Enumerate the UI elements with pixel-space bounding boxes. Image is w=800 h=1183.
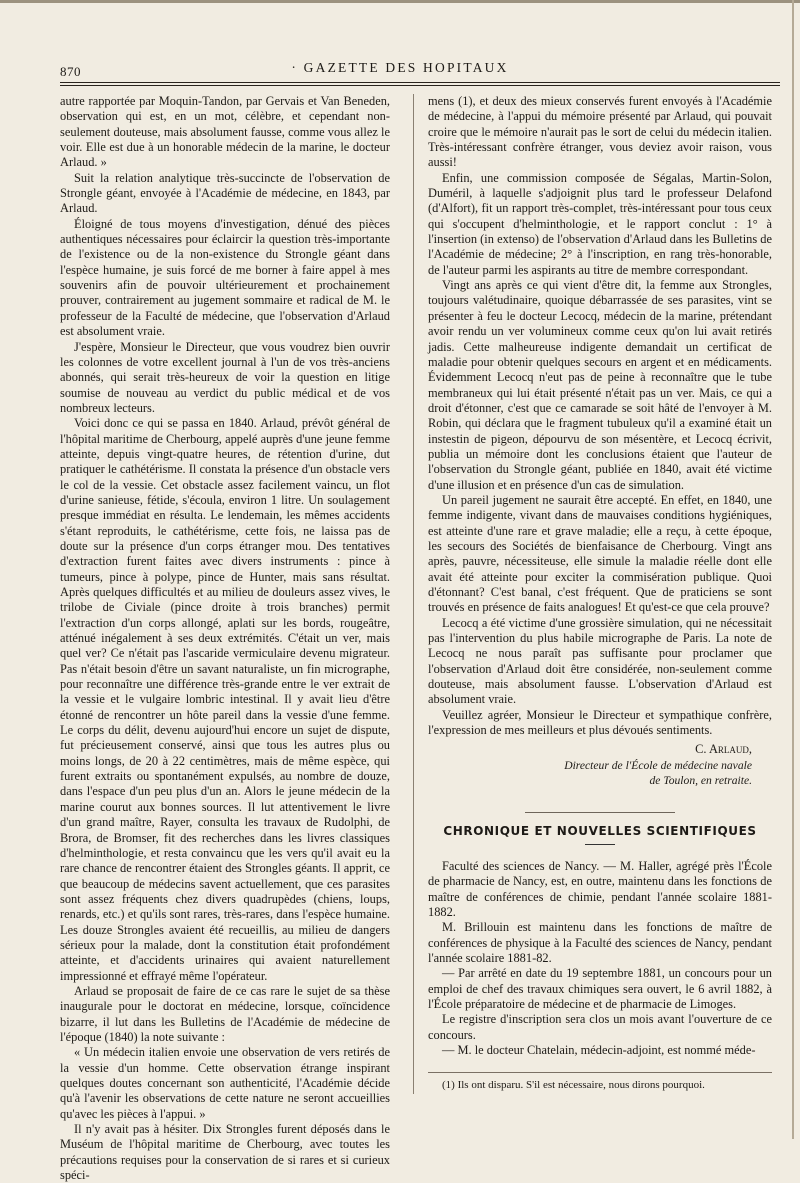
paragraph: mens (1), et deux des mieux conservés furent envoyés à l'Académie de médecine, à l'appui du mémoire présenté par Arlaud, qui pouvait croire que le mémoire n'aurait pas le sort de celui du médecin italien. Très-intéressant confrère étranger, vous deviez avoir raison, vous aussi!: [428, 94, 772, 170]
paragraph: autre rapportée par Moquin-Tandon, par Gervais et Van Beneden, observation qui est, en un mot, célèbre, et cependant non-seulement douteuse, mais absolument fausse, comme vous allez le voir. Elle est due à un honorable médecin de la marine, le docteur Arlaud. »: [60, 94, 390, 170]
quote-paragraph: « Un médecin italien envoie une observation de vers retirés de la vessie d'un homme. Cette observation étrange inspirant quelques doutes concernant son authenticité, l'Académie décide qu'à l'avenir les observations de cette nature ne seront accueillies qu'avec les pièces à l'appui. »: [60, 1045, 390, 1121]
page-number: 870: [60, 64, 81, 79]
section-rule: [585, 844, 615, 845]
column-divider: [413, 94, 414, 1094]
paragraph: Enfin, une commission composée de Ségalas, Martin-Solon, Duméril, à laquelle s'adjoignit plus tard le professeur Delafond (d'Alfort), fit un rapport très-complet, très-intéressant pour tous ceux qui s'occupent d'helminthologie, et le rapport conclut : 1° à l'insertion (in extenso) de l'observation d'Arlaud dans les Bulletins de l'Académie de médecine; 2° à l'inscription, en rang très-honorable, de l'auteur parmi les aspirants au titre de membre correspondant.: [428, 170, 772, 277]
news-item: Le registre d'inscription sera clos un mois avant l'ouverture de ce concours.: [428, 1012, 772, 1042]
left-column: [60, 94, 390, 1183]
header-rule: [60, 82, 780, 83]
right-column: [428, 94, 772, 1092]
top-edge-rule: [0, 0, 800, 3]
news-item: — Par arrêté en date du 19 septembre 1881, un concours pour un emploi de chef des travaux chimiques sera ouvert, le 6 avril 1882, à l'École préparatoire de médecine et de pharmacie de Limoges.: [428, 966, 772, 1011]
paragraph: Vingt ans après ce qui vient d'être dit, la femme aux Strongles, toujours valétudinaire, quoique débarrassée de ses parasites, vint se présenter à feu le docteur Lecocq, médecin de la marine, prétendant avoir rendu un ver volumineux comme ceux qu'on lui avait retirés jadis. Cette malheureuse indigente demandait un certificat de maladie pour obtenir quelques secours en argent et en médicaments. Évidemment Lecocq n'eut pas de peine à reconnaître que le tube membraneux qui lui était présenté n'était pas un ver. Mais, ce qui a droit d'étonner, c'est que ce camarade se soit hâté de l'envoyer à M. Robin, qui déclara que le fragment tubuleux qu'il a examiné était un instestin de pigeon, dépourvu de son mésentère, et Lecocq écrivit, publia un mémoire dont les conclusions étaient que l'auteur de l'observation du Strongle géant, publiée en 1840, avait été victime d'une illusion et en présence d'un cas de simulation.: [428, 278, 772, 492]
paragraph: Il n'y avait pas à hésiter. Dix Strongles furent déposés dans le Muséum de l'hôpital maritime de Cherbourg, avec toutes les précautions requises pour la conservation de si rares et si curieux spéci-: [60, 1122, 390, 1183]
paragraph: Éloigné de tous moyens d'investigation, dénué des pièces authentiques nécessaires pour éclaircir la question très-importante de l'existence ou de la non-existence du Strongle géant dans l'espèce humaine, je suis forcé de me borner à faire appel à mes souvenirs afin de pouvoir ultérieurement et prochainement prouver, contrairement au jugement sommaire et radical de M. le professeur de la Faculté de médecine, que l'observation d'Arlaud est absolument vraie.: [60, 216, 390, 339]
news-item: M. Brillouin est maintenu dans les fonctions de maître de conférences de physique à la Faculté des sciences de Nancy, pendant l'année scolaire 1881-82.: [428, 920, 772, 965]
news-item: Faculté des sciences de Nancy. — M. Haller, agrégé près l'École de pharmacie de Nancy, est, en outre, maintenu dans les fonctions de maître de conférences de chimie, pendant l'année scolaire 1881-1882.: [428, 858, 772, 919]
signature-title: Directeur de l'École de médecine navale: [564, 758, 752, 772]
paragraph: Lecocq a été victime d'une grossière simulation, qui ne nécessitait pas l'intervention du plus habile micrographe de Paris. La note de Lecocq ne nous paraît pas suffisante pour proclamer que l'observation d'Arlaud doit être considérée, non-seulement comme douteuse, mais absolument fausse. L'observation d'Arlaud est absolument vraie.: [428, 615, 772, 707]
news-item: — M. le docteur Chatelain, médecin-adjoint, est nommé méde-: [442, 1042, 756, 1057]
section-ornament: [428, 798, 772, 810]
signature-name: C. Arlaud,: [695, 742, 752, 757]
right-edge-line: [792, 0, 794, 1139]
paragraph: Veuillez agréer, Monsieur le Directeur et sympathique confrère, l'expression de mes meilleurs et plus dévoués sentiments.: [428, 707, 772, 738]
paragraph: Voici donc ce qui se passa en 1840. Arlaud, prévôt général de l'hôpital maritime de Cherbourg, appelé auprès d'une jeune femme atteinte, depuis vingt-quatre heures, de rétention d'urine, dut pratiquer le cathétérisme. Il constata la présence d'un obstacle vers le col de la vessie. Cet obstacle assez facilement vaincu, un flot d'urine sanieuse, fétide, s'écoula, environ 1 litre. Un soulagement presque immédiat en résulta. Le lendemain, les mêmes accidents s'étant reproduits, le cathétérisme, cette fois, ne laissa pas de doute sur la présence d'un corps étranger mou. Des tentatives d'extraction furent faites avec divers instruments : pince à tumeurs, pince à polype, pince de Hunter, mais sans résultat. Après quelques difficultés et au milieu de douleurs assez vives, le trilobe de Civiale (pince droite à trois branches) permit l'extraction d'un corps allongé, aplati sur les bords, rougeâtre, atténué inégalement à ses deux extrémités. C'était un ver, mais quel ver? Ce n'était pas l'ascaride vermiculaire devenu migrateur. Pas n'était besoin d'être un savant naturaliste, un fin micrographe, pour reconnaître une différence très-grande entre le ver extrait de la vessie et le vulgaire lombric intestinal. Il y avait lieu d'être étonné de rencontrer un hôte pareil dans la vessie d'une femme. Le corps du délit, devenu aujourd'hui encore un sujet de dispute, fut précieusement conservé, ainsi que tous les autres plus ou moins longs, de 20 à 22 centimètres, mais de même espèce, qui furent extraits ou spontanément expulsés, au nombre de douze, dans l'espace d'un peu plus d'un an. Alors le jeune médecin de la marine courut aux bonnes sources. Il lut attentivement le livre d'un grand maître, Rayer, consulta les travaux de Rudolphi, de Brora, de Bromser, fit des recherches dans les livres classiques d'helminthologie, et resta convaincu que les vers qu'il avait eu la rare chance de rencontrer étaient des Strongles géants. Il apprit, ce que beaucoup de médecins savent actuellement, que ces parasites sont assez fréquents chez divers quadrupèdes (chiens, loups, renards, etc.) et qu'ils sont rares, très-rares, dans l'espèce humaine. Les douze Strongles avaient été recueillis, au milieu de dangers sérieux pour la malade, dont la constitution était profondément atteinte, et d'accidents urinaires qui avaient naturellement impressionné et effrayé même l'opérateur.: [60, 416, 390, 983]
paragraph: Arlaud se proposait de faire de ce cas rare le sujet de sa thèse inaugurale pour le doctorat en médecine, lorsque, coïncidence bizarre, il lut dans les Bulletins de l'Académie de médecine de l'époque (1840) la note suivante :: [60, 983, 390, 1044]
paragraph: J'espère, Monsieur le Directeur, que vous voudrez bien ouvrir les colonnes de votre excellent journal à l'un de vos très-anciens abonnés, qui serait très-heureux de voir la question en litige soumise de nouveau au verdict du public médical et de vos nombreux lecteurs.: [60, 339, 390, 415]
signature-title-cont: de Toulon, en retraite.: [649, 774, 752, 788]
running-title: · GAZETTE DES HOPITAUX: [291, 60, 509, 75]
paragraph: Suit la relation analytique très-succincte de l'observation de Strongle géant, envoyée à l'Académie de médecine, en 1843, par Arlaud.: [60, 170, 390, 216]
footnote-rule: [428, 1072, 772, 1073]
header-rule-double: [60, 85, 780, 86]
section-title: CHRONIQUE ET NOUVELLES SCIENTIFIQUES: [443, 824, 757, 839]
footnote: (1) Ils ont disparu. S'il est nécessaire, nous dirons pourquoi.: [442, 1079, 705, 1092]
paragraph: Un pareil jugement ne saurait être accepté. En effet, en 1840, une femme indigente, vivant dans de mauvaises conditions hygiéniques, est atteinte d'une rare et grave maladie; elle a reçu, à cette époque, les secours des Sociétés de bienfaisance de Cherbourg. Vingt ans après, pauvre, nécessiteuse, elle simule la maladie réelle dont elle avait été atteinte pour exciter la commisération publique. Quoi d'étonnant? C'est banal, c'est fréquent. Que de praticiens se sont trouvés en présence de faits analogues! Et qu'est-ce que cela prouve?: [428, 492, 772, 615]
